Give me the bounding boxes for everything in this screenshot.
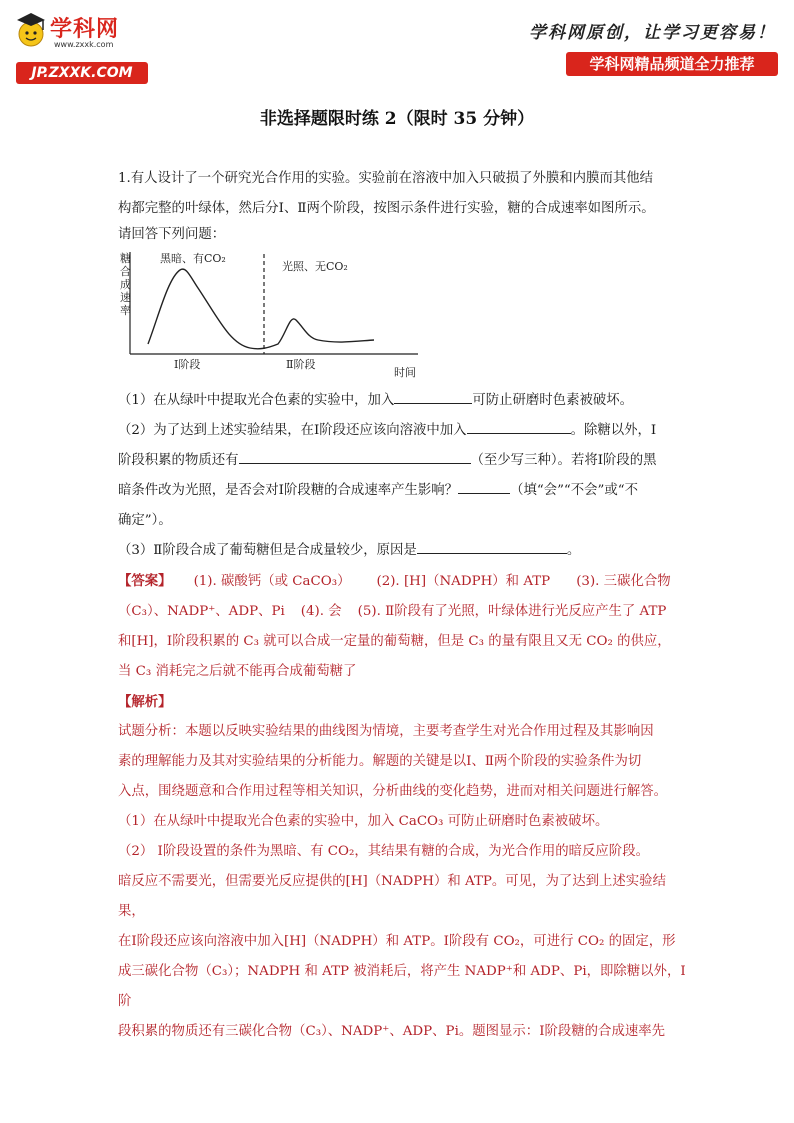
sugar-rate-curve bbox=[148, 269, 374, 349]
phase-1-label: Ⅰ阶段 bbox=[174, 358, 201, 371]
logo-text: 学科网 bbox=[50, 17, 120, 42]
question-2-cont: 阶段积累的物质还有 （至少写三种）。若将Ⅰ阶段的黑 bbox=[118, 446, 690, 476]
site-logo[interactable] bbox=[14, 10, 150, 80]
answer-blank-3[interactable] bbox=[239, 449, 471, 464]
y-axis-label: 糖合成速率 bbox=[120, 252, 131, 317]
analysis-line-1: 试题分析：本题以反映实验结果的曲线图为情境，主要考查学生对光合作用过程及其影响因 bbox=[118, 724, 654, 739]
analysis-line-7: 在Ⅰ阶段还应该向溶液中加入[H]（NADPH）和 ATP。Ⅰ阶段有 CO₂，可进行 CO₂ 的固定，形 bbox=[118, 934, 676, 949]
sugar-synthesis-chart bbox=[118, 248, 428, 382]
logo-url: www.zxxk.com bbox=[54, 40, 114, 49]
question-2-cont-2: 暗条件改为光照，是否会对Ⅰ阶段糖的合成速率产生影响？ （填“会”“不会”或“不 bbox=[118, 476, 690, 506]
question-1: （1）在从绿叶中提取光合色素的实验中，加入 可防止研磨时色素被破坏。 bbox=[118, 386, 690, 416]
graduate-mascot-icon bbox=[14, 10, 48, 50]
question-3: （3）Ⅱ阶段合成了葡萄糖但是合成量较少，原因是 。 bbox=[118, 536, 690, 566]
channel-banner[interactable]: 学科网精品频道全力推荐 bbox=[566, 52, 778, 76]
analysis-line-3: 入点，围绕题意和合作用过程等相关知识，分析曲线的变化趋势，进而对相关问题进行解答。 bbox=[118, 784, 668, 799]
logo-banner: JP.ZXXK.COM bbox=[16, 62, 148, 84]
analysis-line-4: （1）在从绿叶中提取光合色素的实验中，加入 CaCO₃ 可防止研磨时色素被破坏。 bbox=[118, 814, 609, 829]
answer-blank-1[interactable] bbox=[394, 389, 472, 404]
page-title: 非选择题限时练 2（限时 35 分钟） bbox=[259, 109, 535, 129]
answer-line-4: 当 C₃ 消耗完之后就不能再合成葡萄糖了 bbox=[118, 664, 357, 679]
phase-2-label: Ⅱ阶段 bbox=[286, 358, 316, 371]
question-stem-line-3: 请回答下列问题： bbox=[118, 227, 226, 242]
question-stem-line-2: 构都完整的叶绿体，然后分Ⅰ、Ⅱ两个阶段，按图示条件进行实验，糖的合成速率如图所示。 bbox=[118, 201, 655, 216]
analysis-label: 【解析】 bbox=[118, 694, 172, 710]
question-2-cont-3: 确定”）。 bbox=[118, 513, 172, 528]
answer-blank-5[interactable] bbox=[417, 539, 567, 554]
x-axis-label: 时间 bbox=[394, 366, 416, 379]
analysis-line-2: 素的理解能力及其对实验结果的分析能力。解题的关键是以Ⅰ、Ⅱ两个阶段的实验条件为切 bbox=[118, 754, 642, 769]
analysis-line-8: 成三碳化合物（C₃）；NADPH 和 ATP 被消耗后，将产生 NADP⁺和 ADP、Pi，即除糖以外，Ⅰ阶 bbox=[118, 964, 686, 1009]
answer-blank-2[interactable] bbox=[467, 419, 571, 434]
answer-label: 【答案】 bbox=[118, 573, 172, 589]
answer-blank-4[interactable] bbox=[458, 479, 510, 494]
answer-line-2: （C₃）、NADP⁺、ADP、Pi (4). 会 (5). Ⅱ阶段有了光照，叶绿体进行光反应产生了 ATP bbox=[118, 604, 667, 619]
phase-2-condition: 光照、无CO₂ bbox=[282, 260, 348, 273]
answer-line-3: 和[H]，Ⅰ阶段积累的 C₃ 就可以合成一定量的葡萄糖，但是 C₃ 的量有限且又无 CO₂ 的供应， bbox=[118, 634, 671, 649]
question-2: （2）为了达到上述实验结果，在Ⅰ阶段还应该向溶液中加入 。除糖以外，Ⅰ bbox=[118, 416, 690, 446]
analysis-line-6: 暗反应不需要光，但需要光反应提供的[H]（NADPH）和 ATP。可见，为了达到上述实验结果， bbox=[118, 874, 666, 919]
question-stem-line-1: 1.有人设计了一个研究光合作用的实验。实验前在溶液中加入只破损了外膜和内膜而其他结 bbox=[118, 171, 654, 186]
analysis-line-5: （2） Ⅰ阶段设置的条件为黑暗、有 CO₂，其结果有糖的合成，为光合作用的暗反应阶段。 bbox=[118, 844, 649, 859]
phase-1-condition: 黑暗、有CO₂ bbox=[160, 252, 226, 265]
slogan: 学科网原创，让学习更容易！ bbox=[529, 23, 776, 43]
analysis-line-9: 段积累的物质还有三碳化合物（C₃）、NADP⁺、ADP、Pi。题图显示：Ⅰ阶段糖的合成速率先 bbox=[118, 1024, 666, 1039]
document-body bbox=[118, 164, 690, 1047]
page-header bbox=[0, 0, 794, 86]
answer-line-1: 【答案】 (1). 碳酸钙（或 CaCO₃） (2). [H]（NADPH）和 ATP (3). 三碳化合物 bbox=[118, 573, 671, 589]
